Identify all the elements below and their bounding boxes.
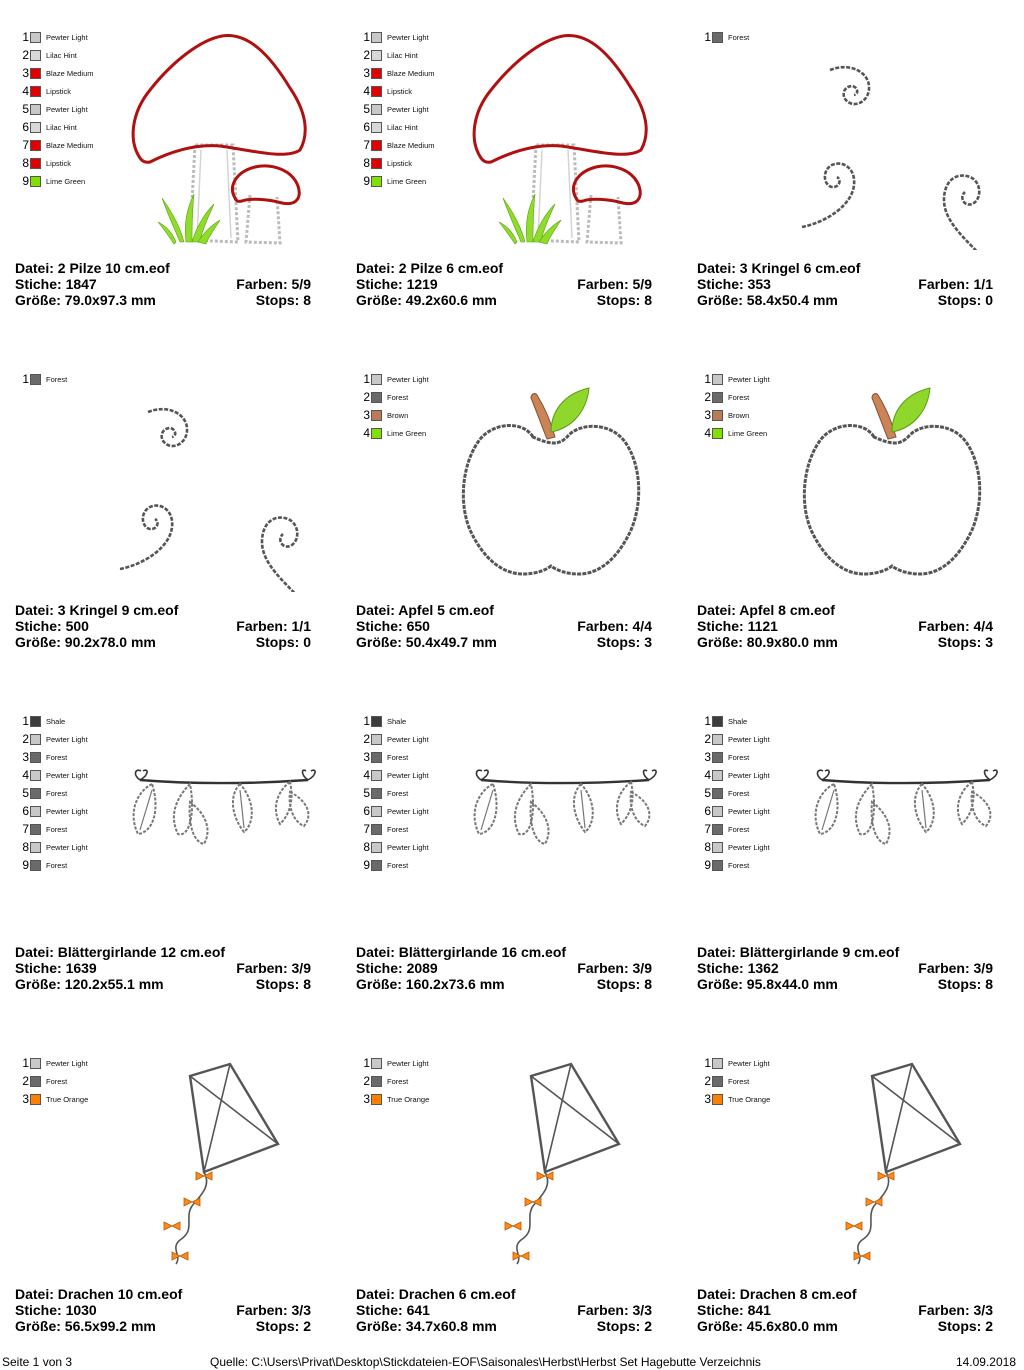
color-name: Forest [387, 860, 409, 870]
design-card-9 [682, 684, 1023, 1026]
color-name: Lime Green [728, 428, 768, 438]
color-number: 2 [363, 48, 370, 62]
design-card-3 [682, 0, 1023, 342]
leaf-garland-design-icon [682, 684, 1023, 934]
color-name: Lime Green [387, 176, 427, 186]
color-number: 4 [704, 768, 711, 782]
stitches-label: Stiche: 650 [356, 618, 430, 634]
color-number: 3 [22, 750, 29, 764]
color-name: Forest [46, 860, 68, 870]
design-info [356, 602, 652, 650]
kite-design-icon [682, 1026, 1023, 1276]
color-name: True Orange [728, 1094, 771, 1104]
design-info [356, 1286, 652, 1334]
design-card-5 [341, 342, 682, 684]
file-label: Datei: 2 Pilze 6 cm.eof [356, 260, 504, 276]
colors-label: Farben: 4/4 [918, 618, 993, 634]
color-number: 2 [704, 1074, 711, 1088]
colors-label: Farben: 3/9 [577, 960, 652, 976]
design-info [697, 260, 993, 308]
color-number: 9 [22, 858, 29, 872]
mushroom-design-icon [0, 0, 341, 250]
stitches-label: Stiche: 500 [15, 618, 89, 634]
stops-label: Stops: 2 [255, 1318, 311, 1334]
design-card-4 [0, 342, 341, 684]
color-name: Pewter Light [387, 842, 429, 852]
color-number: 2 [363, 732, 370, 746]
file-label: Datei: Drachen 6 cm.eof [356, 1286, 516, 1302]
design-info [15, 1286, 311, 1334]
stops-label: Stops: 8 [937, 976, 993, 992]
color-number: 1 [363, 714, 370, 728]
color-name: Forest [728, 788, 750, 798]
design-info [15, 944, 311, 992]
color-number: 3 [22, 66, 29, 80]
stops-label: Stops: 8 [255, 976, 311, 992]
colors-label: Farben: 5/9 [236, 276, 311, 292]
color-name: True Orange [46, 1094, 89, 1104]
colors-label: Farben: 3/3 [577, 1302, 652, 1318]
color-name: Brown [728, 410, 750, 420]
color-name: Forest [728, 860, 750, 870]
stops-label: Stops: 0 [255, 634, 311, 650]
colors-label: Farben: 3/9 [236, 960, 311, 976]
file-label: Datei: Blättergirlande 12 cm.eof [15, 944, 226, 960]
color-name: Forest [46, 824, 68, 834]
color-name: Forest [387, 1076, 409, 1086]
size-label: Größe: 90.2x78.0 mm [15, 634, 156, 650]
color-name: Lime Green [387, 428, 427, 438]
color-number: 1 [363, 30, 370, 44]
color-name: True Orange [387, 1094, 430, 1104]
design-card-10 [0, 1026, 341, 1368]
design-info [697, 1286, 993, 1334]
size-label: Größe: 160.2x73.6 mm [356, 976, 505, 992]
color-number: 6 [363, 120, 370, 134]
color-name: Pewter Light [387, 104, 429, 114]
color-number: 3 [363, 66, 370, 80]
swirl-design-icon [682, 0, 1023, 250]
stitches-label: Stiche: 1847 [15, 276, 97, 292]
color-name: Forest [728, 824, 750, 834]
design-card-2 [341, 0, 682, 342]
color-name: Pewter Light [728, 770, 770, 780]
color-number: 1 [363, 1056, 370, 1070]
color-number: 5 [363, 102, 370, 116]
color-number: 2 [704, 732, 711, 746]
size-label: Größe: 45.6x80.0 mm [697, 1318, 838, 1334]
color-number: 2 [22, 48, 29, 62]
color-number: 2 [22, 732, 29, 746]
color-number: 9 [363, 858, 370, 872]
color-number: 9 [704, 858, 711, 872]
file-label: Datei: Drachen 10 cm.eof [15, 1286, 183, 1302]
stitches-label: Stiche: 1219 [356, 276, 438, 292]
color-number: 4 [363, 768, 370, 782]
design-card-12 [682, 1026, 1023, 1368]
stops-label: Stops: 3 [596, 634, 652, 650]
design-info [15, 260, 311, 308]
file-label: Datei: 3 Kringel 9 cm.eof [15, 602, 179, 618]
colors-label: Farben: 1/1 [236, 618, 311, 634]
color-name: Pewter Light [46, 1058, 88, 1068]
stitches-label: Stiche: 841 [697, 1302, 771, 1318]
color-name: Forest [46, 374, 68, 384]
color-name: Pewter Light [728, 842, 770, 852]
color-name: Pewter Light [387, 1058, 429, 1068]
color-name: Pewter Light [387, 734, 429, 744]
size-label: Größe: 120.2x55.1 mm [15, 976, 164, 992]
stops-label: Stops: 8 [596, 292, 652, 308]
color-number: 5 [22, 786, 29, 800]
color-number: 6 [363, 804, 370, 818]
size-label: Größe: 79.0x97.3 mm [15, 292, 156, 308]
color-number: 5 [22, 102, 29, 116]
color-name: Forest [387, 824, 409, 834]
color-name: Blaze Medium [46, 140, 94, 150]
file-label: Datei: Apfel 5 cm.eof [356, 602, 494, 618]
color-name: Blaze Medium [46, 68, 94, 78]
color-name: Lipstick [387, 158, 413, 168]
color-number: 7 [363, 822, 370, 836]
page-footer [0, 1355, 1024, 1369]
color-number: 2 [704, 390, 711, 404]
color-name: Pewter Light [387, 32, 429, 42]
color-name: Pewter Light [46, 770, 88, 780]
size-label: Größe: 80.9x80.0 mm [697, 634, 838, 650]
color-name: Pewter Light [387, 806, 429, 816]
color-number: 8 [363, 840, 370, 854]
stitches-label: Stiche: 1362 [697, 960, 779, 976]
leaf-garland-design-icon [0, 684, 341, 934]
color-number: 1 [704, 1056, 711, 1070]
stops-label: Stops: 2 [596, 1318, 652, 1334]
color-name: Blaze Medium [387, 68, 435, 78]
color-number: 8 [363, 156, 370, 170]
color-name: Pewter Light [387, 770, 429, 780]
design-info [697, 944, 993, 992]
color-name: Shale [387, 716, 407, 726]
color-name: Pewter Light [46, 842, 88, 852]
color-number: 3 [704, 1092, 711, 1106]
apple-design-icon [682, 342, 1023, 592]
color-number: 7 [22, 822, 29, 836]
file-label: Datei: 3 Kringel 6 cm.eof [697, 260, 861, 276]
stops-label: Stops: 0 [937, 292, 993, 308]
color-number: 4 [363, 426, 370, 440]
color-number: 8 [22, 840, 29, 854]
color-name: Forest [728, 1076, 750, 1086]
color-number: 9 [22, 174, 29, 188]
stitches-label: Stiche: 2089 [356, 960, 438, 976]
color-number: 3 [363, 1092, 370, 1106]
design-info [15, 602, 311, 650]
size-label: Größe: 50.4x49.7 mm [356, 634, 497, 650]
color-name: Lilac Hint [46, 50, 77, 60]
color-name: Pewter Light [728, 1058, 770, 1068]
color-name: Pewter Light [728, 806, 770, 816]
color-name: Forest [387, 392, 409, 402]
color-name: Lilac Hint [387, 50, 418, 60]
color-name: Pewter Light [46, 806, 88, 816]
color-name: Brown [387, 410, 409, 420]
color-name: Forest [46, 752, 68, 762]
stops-label: Stops: 3 [937, 634, 993, 650]
colors-label: Farben: 4/4 [577, 618, 652, 634]
size-label: Größe: 49.2x60.6 mm [356, 292, 497, 308]
color-number: 4 [363, 84, 370, 98]
color-name: Lilac Hint [387, 122, 418, 132]
size-label: Größe: 56.5x99.2 mm [15, 1318, 156, 1334]
color-number: 3 [363, 750, 370, 764]
color-number: 9 [363, 174, 370, 188]
colors-label: Farben: 5/9 [577, 276, 652, 292]
color-name: Lime Green [46, 176, 86, 186]
design-card-1 [0, 0, 341, 342]
color-name: Lilac Hint [46, 122, 77, 132]
kite-design-icon [341, 1026, 682, 1276]
color-number: 3 [22, 1092, 29, 1106]
color-name: Blaze Medium [387, 140, 435, 150]
stops-label: Stops: 2 [937, 1318, 993, 1334]
color-number: 8 [22, 156, 29, 170]
color-number: 5 [704, 786, 711, 800]
color-name: Forest [387, 752, 409, 762]
print-date: 14.09.2018 [955, 1355, 1016, 1369]
size-label: Größe: 95.8x44.0 mm [697, 976, 838, 992]
color-name: Pewter Light [728, 374, 770, 384]
stitches-label: Stiche: 1030 [15, 1302, 97, 1318]
color-number: 7 [22, 138, 29, 152]
color-name: Lipstick [46, 158, 72, 168]
stitches-label: Stiche: 353 [697, 276, 771, 292]
color-number: 1 [363, 372, 370, 386]
color-number: 1 [22, 30, 29, 44]
file-label: Datei: Blättergirlande 9 cm.eof [697, 944, 900, 960]
color-number: 1 [22, 372, 29, 386]
color-number: 2 [22, 1074, 29, 1088]
color-number: 4 [704, 426, 711, 440]
size-label: Größe: 58.4x50.4 mm [697, 292, 838, 308]
color-name: Pewter Light [728, 734, 770, 744]
color-number: 1 [704, 714, 711, 728]
color-number: 6 [22, 120, 29, 134]
color-name: Forest [728, 392, 750, 402]
color-name: Forest [728, 752, 750, 762]
design-card-11 [341, 1026, 682, 1368]
colors-label: Farben: 3/3 [918, 1302, 993, 1318]
color-name: Forest [46, 1076, 68, 1086]
file-label: Datei: Blättergirlande 16 cm.eof [356, 944, 567, 960]
color-number: 1 [704, 30, 711, 44]
stops-label: Stops: 8 [596, 976, 652, 992]
color-name: Forest [387, 788, 409, 798]
design-card-6 [682, 342, 1023, 684]
file-label: Datei: Drachen 8 cm.eof [697, 1286, 857, 1302]
size-label: Größe: 34.7x60.8 mm [356, 1318, 497, 1334]
colors-label: Farben: 3/9 [918, 960, 993, 976]
color-name: Pewter Light [46, 734, 88, 744]
color-name: Pewter Light [387, 374, 429, 384]
colors-label: Farben: 1/1 [918, 276, 993, 292]
design-card-7 [0, 684, 341, 1026]
kite-design-icon [0, 1026, 341, 1276]
color-name: Pewter Light [46, 104, 88, 114]
color-name: Shale [728, 716, 748, 726]
color-number: 4 [22, 84, 29, 98]
color-number: 5 [363, 786, 370, 800]
file-label: Datei: 2 Pilze 10 cm.eof [15, 260, 170, 276]
design-info [356, 944, 652, 992]
stitches-label: Stiche: 1121 [697, 618, 778, 634]
color-number: 2 [363, 390, 370, 404]
file-label: Datei: Apfel 8 cm.eof [697, 602, 835, 618]
apple-design-icon [341, 342, 682, 592]
design-info [697, 602, 993, 650]
page-number: Seite 1 von 3 [2, 1355, 73, 1369]
color-number: 6 [22, 804, 29, 818]
color-name: Lipstick [387, 86, 413, 96]
color-number: 3 [704, 750, 711, 764]
stops-label: Stops: 8 [255, 292, 311, 308]
swirl-design-icon [0, 342, 341, 592]
leaf-garland-design-icon [341, 684, 682, 934]
color-number: 1 [704, 372, 711, 386]
design-card-8 [341, 684, 682, 1026]
design-info [356, 260, 652, 308]
mushroom-design-icon [341, 0, 682, 250]
color-name: Shale [46, 716, 66, 726]
color-name: Forest [728, 32, 750, 42]
color-name: Lipstick [46, 86, 72, 96]
color-number: 3 [363, 408, 370, 422]
source-path: Quelle: C:\Users\Privat\Desktop\Stickdateien-EOF\Saisonales\Herbst\Herbst Set Hagebutte Verzeichnis [210, 1355, 761, 1369]
color-number: 3 [704, 408, 711, 422]
color-number: 1 [22, 714, 29, 728]
color-number: 7 [704, 822, 711, 836]
color-number: 6 [704, 804, 711, 818]
color-number: 7 [363, 138, 370, 152]
stitches-label: Stiche: 641 [356, 1302, 430, 1318]
stitches-label: Stiche: 1639 [15, 960, 97, 976]
color-number: 2 [363, 1074, 370, 1088]
color-name: Pewter Light [46, 32, 88, 42]
colors-label: Farben: 3/3 [236, 1302, 311, 1318]
color-number: 4 [22, 768, 29, 782]
color-number: 1 [22, 1056, 29, 1070]
color-number: 8 [704, 840, 711, 854]
color-name: Forest [46, 788, 68, 798]
